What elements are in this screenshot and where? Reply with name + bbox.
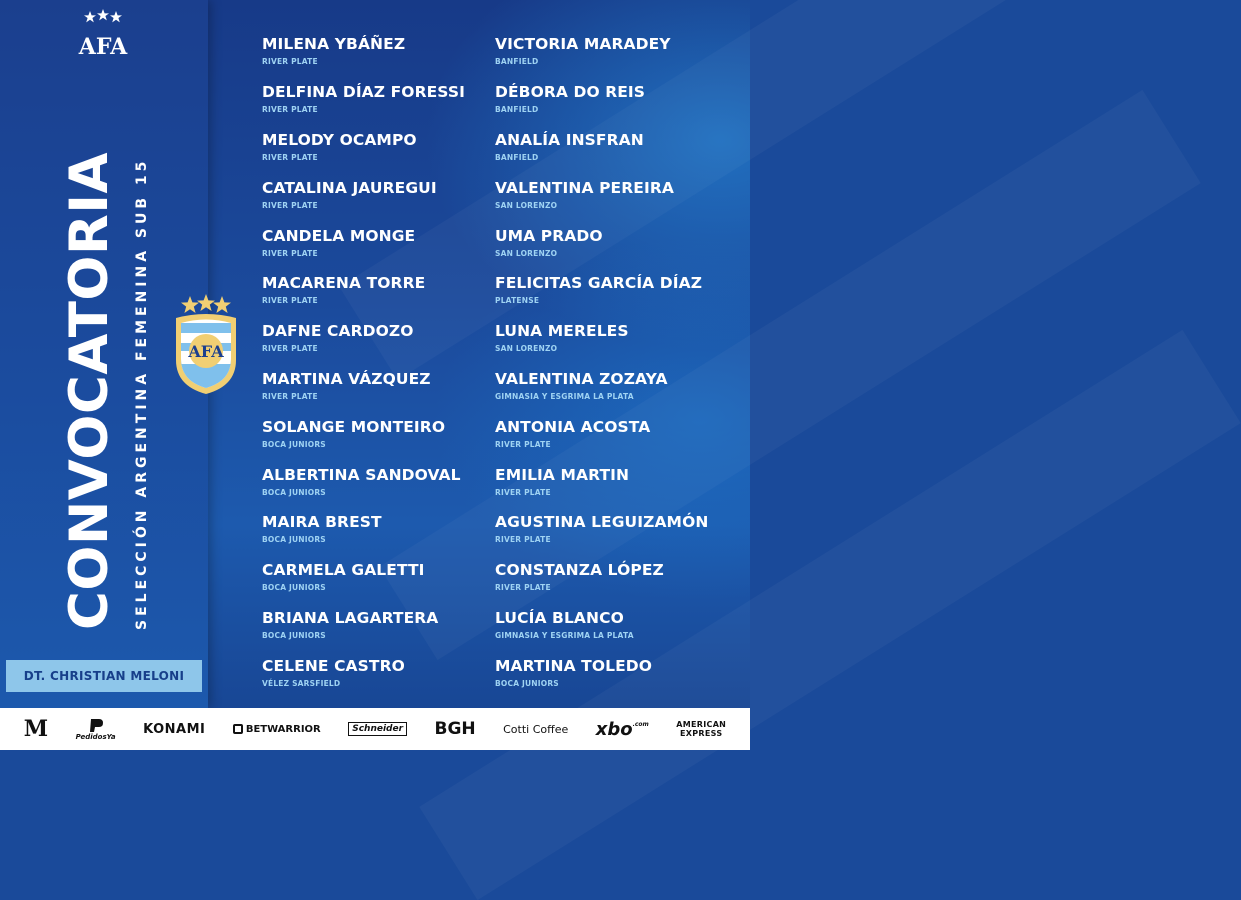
player-club: GIMNASIA Y ESGRIMA LA PLATA bbox=[495, 392, 634, 401]
title-block bbox=[60, 100, 155, 630]
player-name: MARTINA VÁZQUEZ bbox=[262, 370, 431, 388]
player-name: SOLANGE MONTEIRO bbox=[262, 418, 446, 436]
player-name: ANTONIA ACOSTA bbox=[495, 418, 651, 436]
amex-line1: AMERICAN bbox=[676, 720, 727, 729]
player-name: CELENE CASTRO bbox=[262, 657, 405, 675]
list-item bbox=[262, 561, 512, 593]
crest-text: AFA bbox=[188, 342, 224, 361]
player-club: BANFIELD bbox=[495, 57, 539, 66]
player-club: BOCA JUNIORS bbox=[262, 535, 326, 544]
player-name: MILENA YBÁÑEZ bbox=[262, 35, 406, 53]
bgh-logo-icon: BGH bbox=[434, 719, 476, 739]
schneider-logo-icon: Schneider bbox=[348, 722, 407, 736]
player-club: RIVER PLATE bbox=[262, 249, 318, 258]
list-item bbox=[262, 227, 512, 259]
player-name: MACARENA TORRE bbox=[262, 274, 426, 292]
player-club: PLATENSE bbox=[495, 296, 540, 305]
player-club: RIVER PLATE bbox=[495, 440, 551, 449]
list-item bbox=[495, 83, 745, 115]
player-club: GIMNASIA Y ESGRIMA LA PLATA bbox=[495, 631, 634, 640]
player-name: VICTORIA MARADEY bbox=[495, 35, 671, 53]
player-club: RIVER PLATE bbox=[262, 296, 318, 305]
afa-crest-icon bbox=[170, 296, 242, 396]
amex-line2: EXPRESS bbox=[680, 729, 723, 738]
player-club: BOCA JUNIORS bbox=[495, 679, 559, 688]
player-club: RIVER PLATE bbox=[262, 153, 318, 162]
konami-logo-icon: KONAMI bbox=[143, 721, 206, 737]
player-name: VALENTINA PEREIRA bbox=[495, 179, 674, 197]
list-item bbox=[495, 274, 745, 306]
player-name: MELODY OCAMPO bbox=[262, 131, 417, 149]
player-club: RIVER PLATE bbox=[262, 344, 318, 353]
player-club: BOCA JUNIORS bbox=[262, 631, 326, 640]
player-name: AGUSTINA LEGUIZAMÓN bbox=[495, 513, 709, 531]
player-name: MARTINA TOLEDO bbox=[495, 657, 653, 675]
pedidosya-logo-icon bbox=[76, 717, 116, 741]
list-item bbox=[262, 657, 512, 689]
list-item bbox=[495, 418, 745, 450]
list-item bbox=[262, 609, 512, 641]
list-item bbox=[262, 418, 512, 450]
player-club: BOCA JUNIORS bbox=[262, 488, 326, 497]
amex-logo-icon bbox=[676, 720, 726, 738]
player-club: RIVER PLATE bbox=[262, 201, 318, 210]
list-item bbox=[495, 131, 745, 163]
player-name: CANDELA MONGE bbox=[262, 227, 416, 245]
player-club: RIVER PLATE bbox=[262, 392, 318, 401]
xbo-logo-icon bbox=[596, 719, 649, 740]
list-item bbox=[262, 83, 512, 115]
list-item bbox=[495, 513, 745, 545]
player-club: SAN LORENZO bbox=[495, 344, 558, 353]
player-name: UMA PRADO bbox=[495, 227, 603, 245]
player-name: FELICITAS GARCÍA DÍAZ bbox=[495, 274, 703, 292]
list-item bbox=[495, 35, 745, 67]
list-item bbox=[262, 131, 512, 163]
afa-logo-icon bbox=[78, 8, 128, 62]
player-club: RIVER PLATE bbox=[262, 57, 318, 66]
mcdonalds-logo-icon: M bbox=[23, 716, 49, 742]
list-item bbox=[262, 322, 512, 354]
player-name: DAFNE CARDOZO bbox=[262, 322, 414, 340]
xbo-suffix: .com bbox=[632, 720, 649, 728]
player-club: BOCA JUNIORS bbox=[262, 440, 326, 449]
player-name: CONSTANZA LÓPEZ bbox=[495, 561, 664, 579]
player-name: ALBERTINA SANDOVAL bbox=[262, 466, 461, 484]
list-item bbox=[262, 274, 512, 306]
player-club: RIVER PLATE bbox=[495, 535, 551, 544]
list-item bbox=[262, 370, 512, 402]
list-item bbox=[495, 609, 745, 641]
player-name: DELFINA DÍAZ FORESSI bbox=[262, 83, 466, 101]
list-item bbox=[495, 370, 745, 402]
player-club: SAN LORENZO bbox=[495, 201, 558, 210]
list-item bbox=[495, 322, 745, 354]
betwarrior-label: BETWARRIOR bbox=[245, 723, 321, 735]
pedidosya-label: PedidosYa bbox=[75, 733, 116, 741]
player-club: BANFIELD bbox=[495, 105, 539, 114]
list-item bbox=[262, 35, 512, 67]
afa-logo-text: AFA bbox=[78, 34, 128, 60]
list-item bbox=[495, 179, 745, 211]
list-item bbox=[262, 179, 512, 211]
player-club: VÉLEZ SARSFIELD bbox=[262, 679, 341, 688]
betwarrior-mark-icon bbox=[233, 724, 243, 734]
page-title: CONVOCATORIA bbox=[59, 151, 120, 630]
player-name: CARMELA GALETTI bbox=[262, 561, 425, 579]
player-name: ANALÍA INSFRAN bbox=[495, 131, 644, 149]
player-club: BANFIELD bbox=[495, 153, 539, 162]
xbo-label: xbo bbox=[595, 718, 633, 740]
sponsor-bar bbox=[0, 708, 750, 750]
coach-label: DT. CHRISTIAN MELONI bbox=[6, 660, 202, 692]
list-item bbox=[495, 227, 745, 259]
player-name: LUCÍA BLANCO bbox=[495, 609, 624, 627]
betwarrior-logo-icon bbox=[233, 724, 321, 735]
list-item bbox=[495, 657, 745, 689]
player-name: VALENTINA ZOZAYA bbox=[495, 370, 668, 388]
player-club: BOCA JUNIORS bbox=[262, 583, 326, 592]
player-name: CATALINA JAUREGUI bbox=[262, 179, 437, 197]
player-name: MAIRA BREST bbox=[262, 513, 382, 531]
player-club: SAN LORENZO bbox=[495, 249, 558, 258]
player-name: BRIANA LAGARTERA bbox=[262, 609, 439, 627]
player-club: RIVER PLATE bbox=[262, 105, 318, 114]
player-name: EMILIA MARTIN bbox=[495, 466, 630, 484]
player-club: RIVER PLATE bbox=[495, 583, 551, 592]
player-club: RIVER PLATE bbox=[495, 488, 551, 497]
cotti-coffee-logo-icon: Cotti Coffee bbox=[503, 722, 569, 736]
list-item bbox=[262, 466, 512, 498]
player-name: DÉBORA DO REIS bbox=[495, 83, 646, 101]
list-item bbox=[262, 513, 512, 545]
page-subtitle: SELECCIÓN ARGENTINA FEMENINA SUB 15 bbox=[134, 157, 150, 630]
player-name: LUNA MERELES bbox=[495, 322, 629, 340]
pedidosya-mark-icon bbox=[88, 717, 104, 733]
list-item bbox=[495, 466, 745, 498]
list-item bbox=[495, 561, 745, 593]
